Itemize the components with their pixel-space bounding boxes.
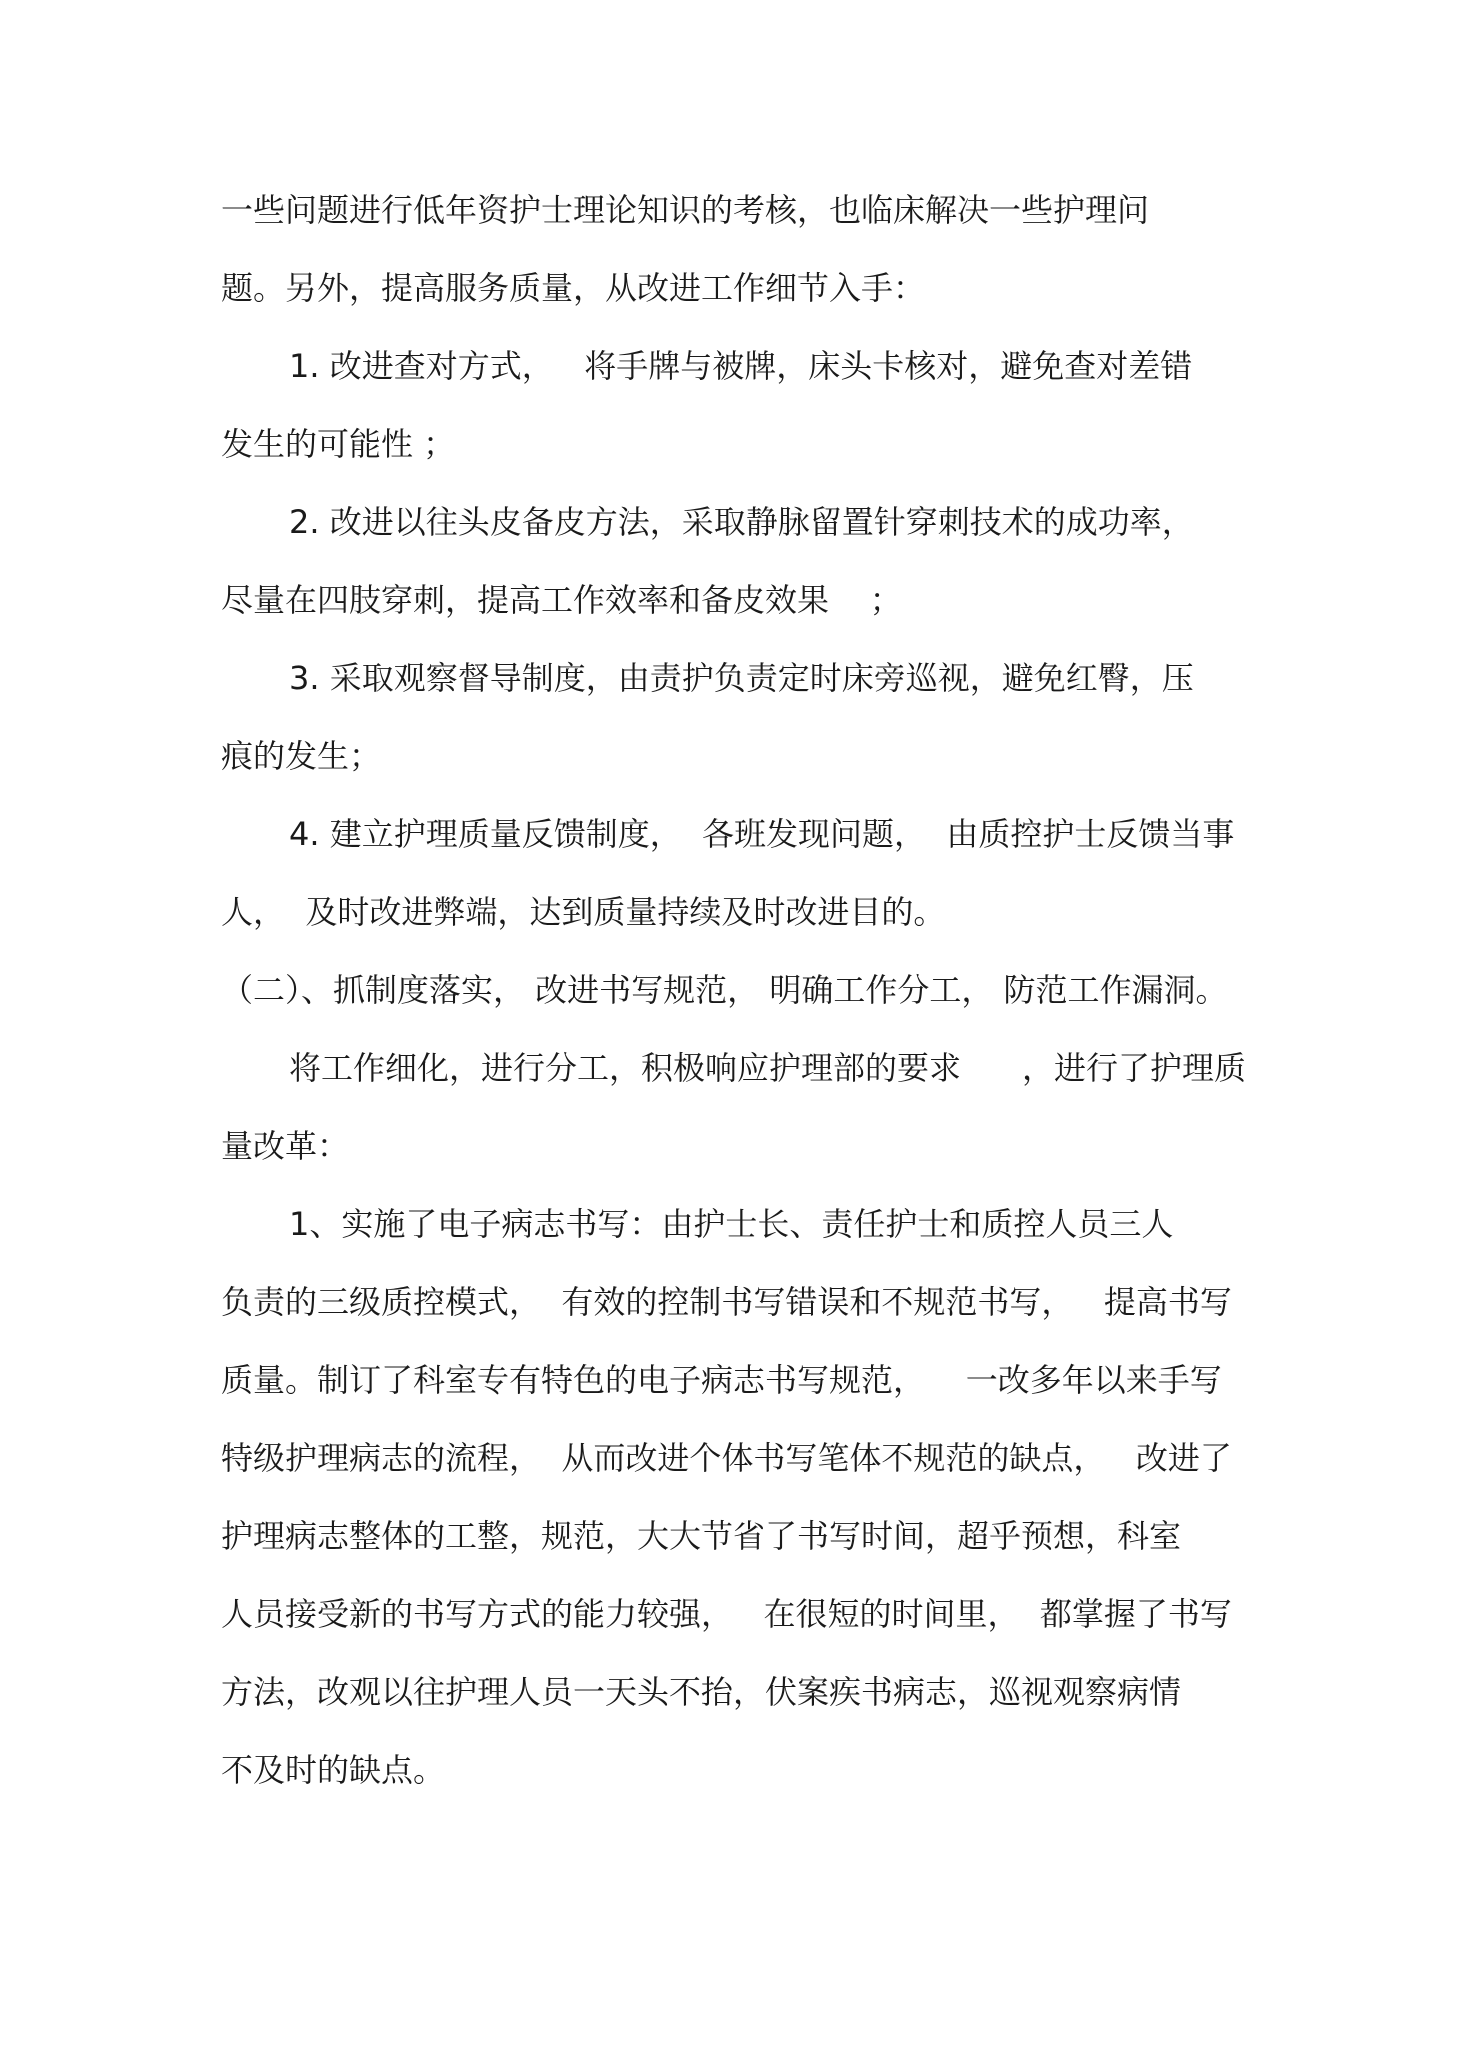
text-line: 一些问题进行低年资护士理论知识的考核，也临床解决一些护理问 [221,191,1150,229]
text-line: 4. 建立护理质量反馈制度， 各班发现问题， 由质控护士反馈当事 [289,815,1235,853]
text-line: 题。另外，提高服务质量，从改进工作细节入手： [221,269,926,307]
text-line: 质量。制订了科室专有特色的电子病志书写规范， 一改多年以来手写 [221,1361,1222,1399]
document-body [221,190,1251,1790]
text-line: 特级护理病志的流程， 从而改进个体书写笔体不规范的缺点， 改进了 [221,1439,1232,1477]
text-line: 痕的发生； [221,737,382,775]
text-line: （二）、抓制度落实， 改进书写规范， 明确工作分工， 防范工作漏洞。 [221,971,1228,1009]
text-line: 将工作细化，进行分工，积极响应护理部的要求 ，进行了护理质 [289,1049,1247,1087]
text-line: 人， 及时改进弊端，达到质量持续及时改进目的。 [221,893,946,931]
text-line: 尽量在四肢穿刺，提高工作效率和备皮效果 ； [221,581,902,619]
text-line: 1. 改进查对方式， 将手牌与被牌，床头卡核对，避免查对差错 [289,347,1193,385]
text-line: 不及时的缺点。 [221,1751,446,1789]
text-line: 方法，改观以往护理人员一天头不抬，伏案疾书病志，巡视观察病情 [221,1673,1182,1711]
text-line: 人员接受新的书写方式的能力较强， 在很短的时间里， 都掌握了书写 [221,1595,1232,1633]
text-line: 负责的三级质控模式， 有效的控制书写错误和不规范书写， 提高书写 [221,1283,1232,1321]
text-line: 3. 采取观察督导制度，由责护负责定时床旁巡视，避免红臀，压 [289,659,1194,697]
text-line: 量改革： [221,1127,350,1165]
text-line: 护理病志整体的工整，规范，大大节省了书写时间，超乎预想，科室 [221,1517,1182,1555]
text-line: 1、实施了电子病志书写：由护士长、责任护士和质控人员三人 [289,1205,1174,1243]
text-line: 2. 改进以往头皮备皮方法，采取静脉留置针穿刺技术的成功率， [289,503,1194,541]
text-line: 发生的可能性 ； [221,425,456,463]
